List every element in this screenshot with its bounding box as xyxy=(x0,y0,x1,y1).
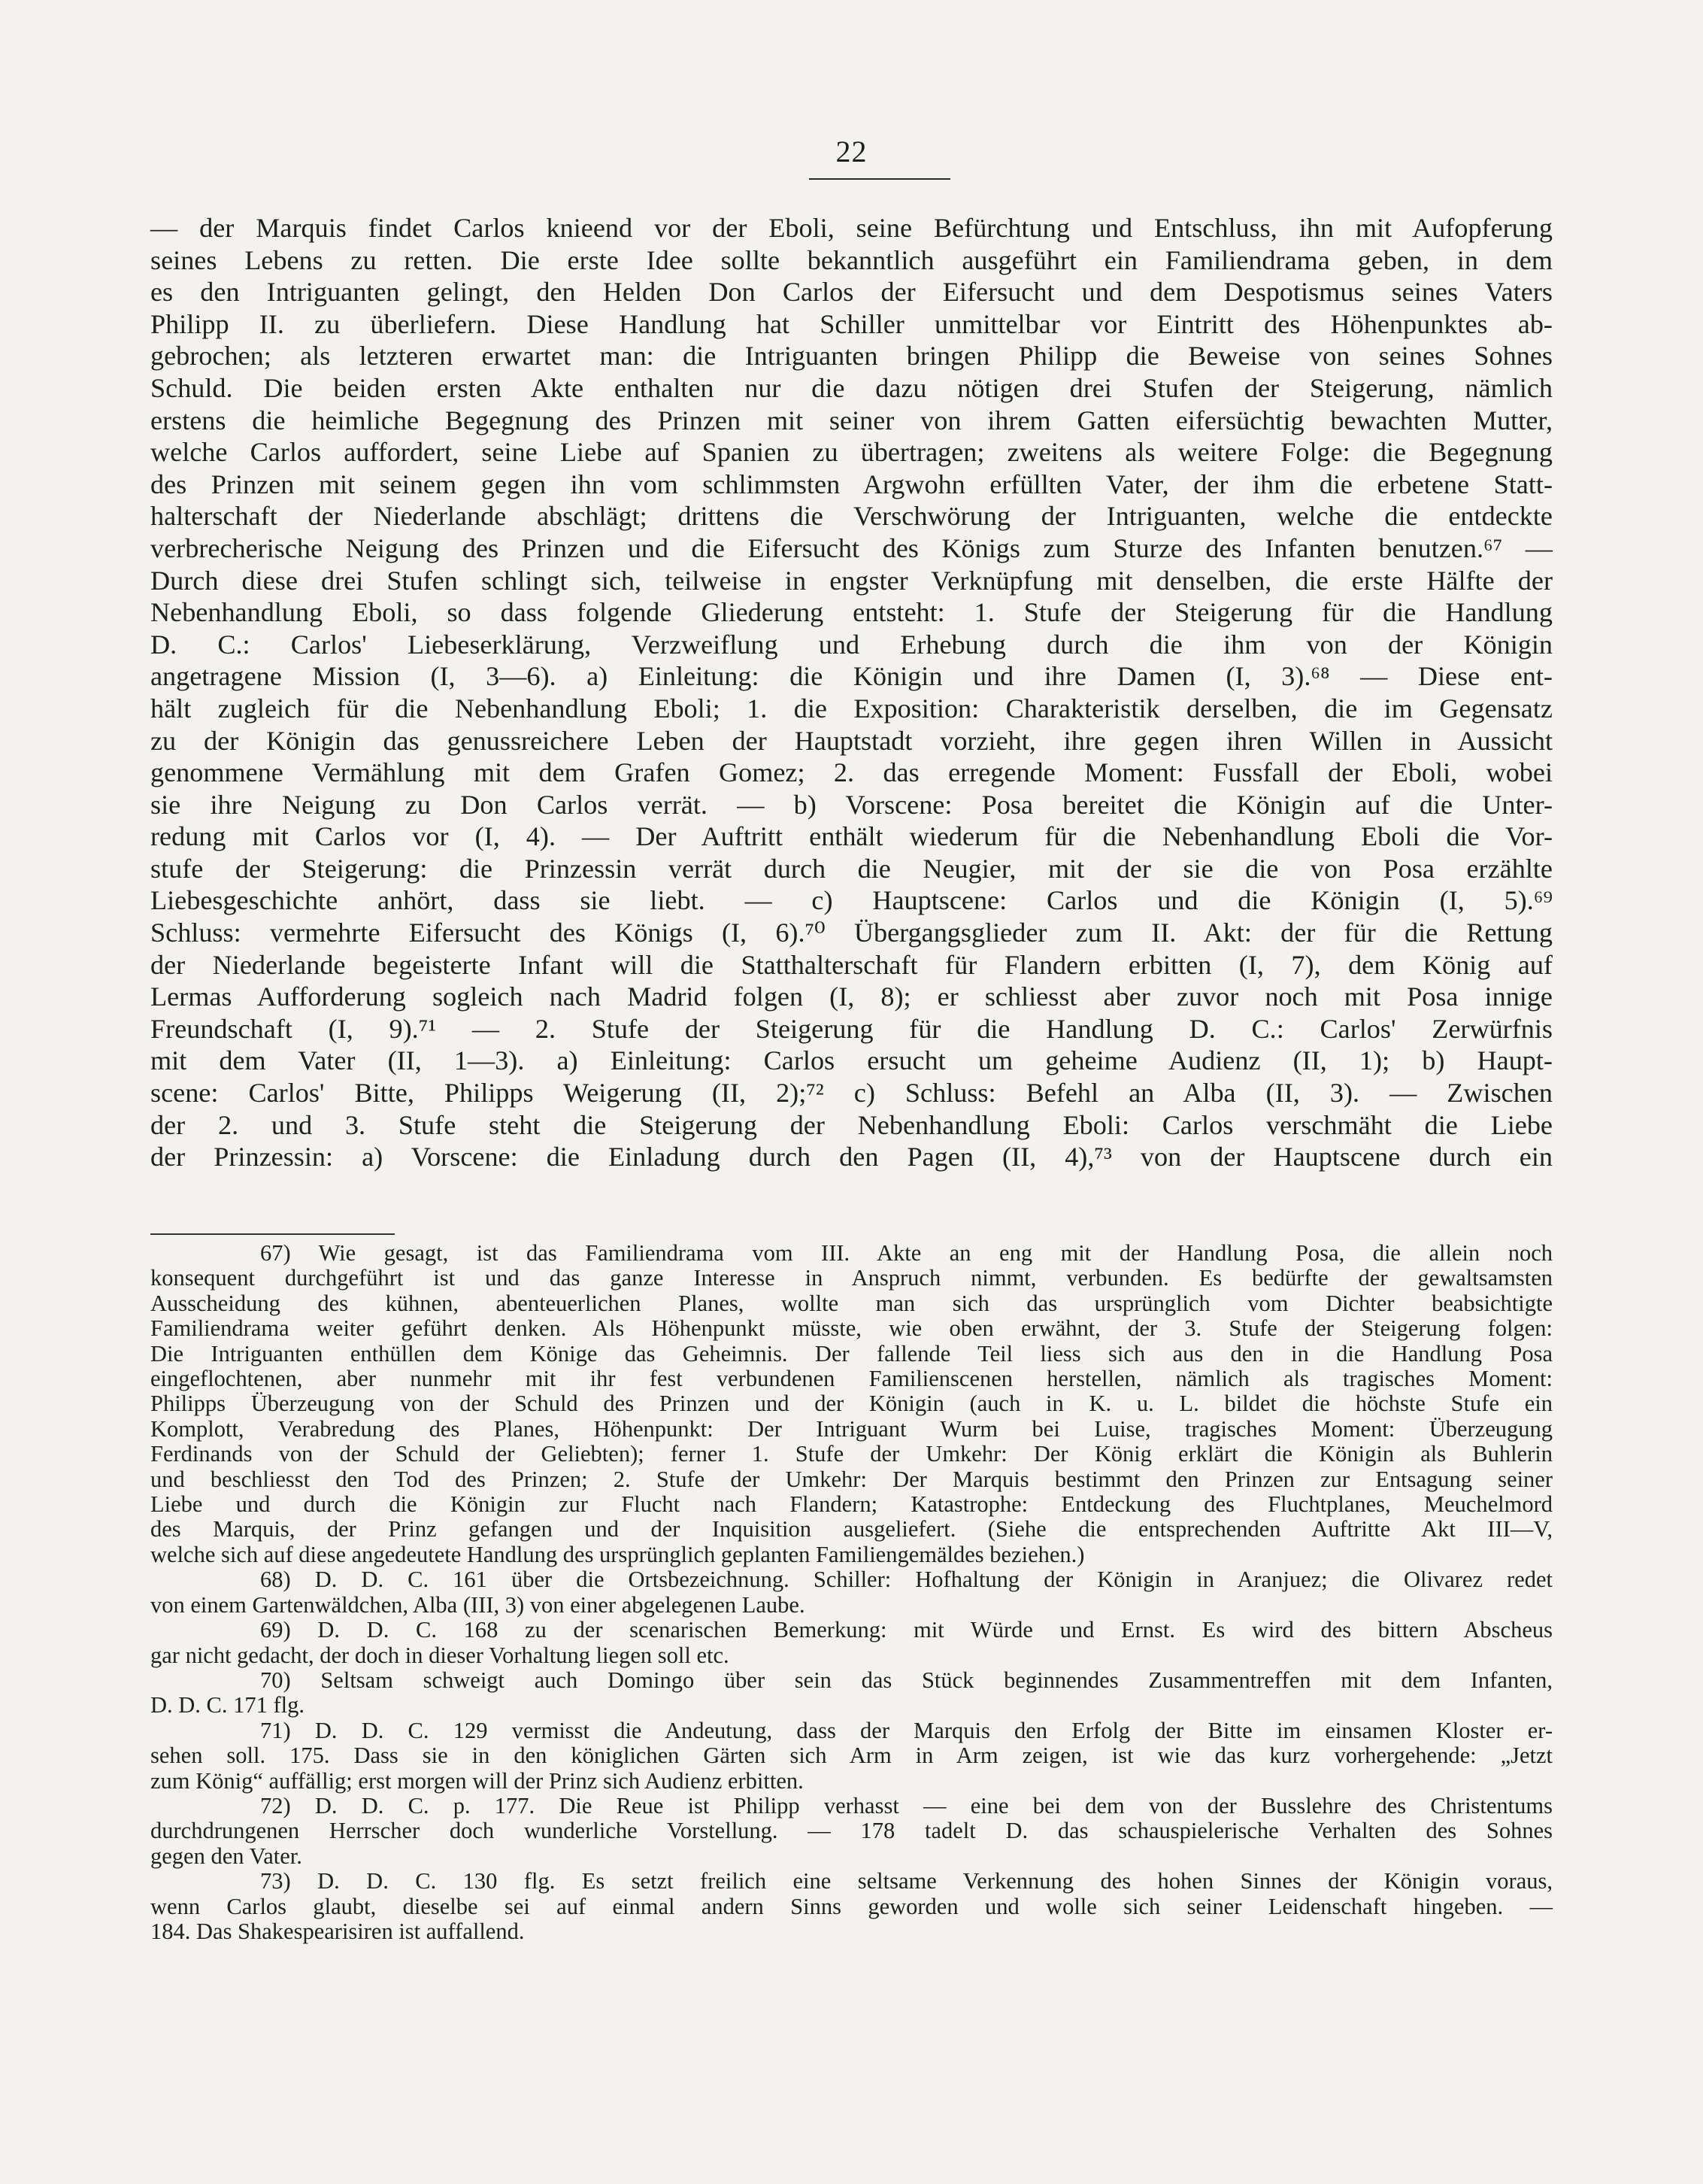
footnote-70: 70) Seltsam schweigt auch Domingo über sein das Stück beginnendes Zusammentreffen mit dem Infanten, xyxy=(260,1667,1553,1693)
text-line: mit dem Vater (II, 1—3). a) Einleitung: Carlos ersucht um geheime Audienz (II, 1); b) Haupt- xyxy=(150,1045,1553,1076)
main-text xyxy=(150,212,1553,1173)
footnote-line: 184. Das Shakespearisiren ist auffallend. xyxy=(150,1918,525,1944)
text-line: verbrecherische Neigung des Prinzen und die Eifersucht des Königs zum Sturze des Infanten benutzen.⁶⁷ — xyxy=(150,532,1553,563)
text-line: der 2. und 3. Stufe steht die Steigerung der Nebenhandlung Eboli: Carlos verschmäht die Liebe xyxy=(150,1109,1553,1140)
footnote-line: von einem Gartenwäldchen, Alba (III, 3) von einer abgelegenen Laube. xyxy=(150,1591,805,1618)
footnote-line: wenn Carlos glaubt, dieselbe sei auf einmal andern Sinns geworden und wolle sich seiner Leidenschaft hingeben. — xyxy=(150,1893,1553,1919)
footnote-line: Familiendrama weiter geführt denken. Als Höhenpunkt müsste, wie oben erwähnt, der 3. Stufe der Steigerung folgen: xyxy=(150,1315,1553,1342)
text-line: halterschaft der Niederlande abschlägt; drittens die Verschwörung der Intriguanten, welche die entdeckte xyxy=(150,501,1553,532)
text-line: Schluss: vermehrte Eifersucht des Königs (I, 6).⁷⁰ Übergangsglieder zum II. Akt: der für die Rettung xyxy=(150,918,1553,948)
text-line: gebrochen; als letzteren erwartet man: die Intriguanten bringen Philipp die Beweise von seines Sohnes xyxy=(150,341,1553,372)
footnote-line: Ausscheidung des kühnen, abenteuerlichen Planes, wollte man sich das ursprünglich vom Dichter beabsichtigte xyxy=(150,1290,1553,1316)
text-line: Nebenhandlung Eboli, so dass folgende Gliederung entsteht: 1. Stufe der Steigerung für die Handlung xyxy=(150,597,1553,628)
text-line: des Prinzen mit seinem gegen ihn vom schlimmsten Argwohn erfüllten Vater, der ihm die erbetene Statt- xyxy=(150,469,1553,499)
text-line: Lermas Aufforderung sogleich nach Madrid folgen (I, 8); er schliesst aber zuvor noch mit Posa innige xyxy=(150,981,1553,1012)
footnotes xyxy=(150,1241,1553,1944)
footnote-line: gegen den Vater. xyxy=(150,1843,302,1869)
footnote-line: D. D. C. 171 flg. xyxy=(150,1692,305,1718)
footnote-line: sehen soll. 175. Dass sie in den königlichen Gärten sich Arm in Arm zeigen, ist wie das kurz vorhergehende: „Jetzt xyxy=(150,1743,1553,1769)
text-line: der Prinzessin: a) Vorscene: die Einladung durch den Pagen (II, 4),⁷³ von der Hauptscene durch ein xyxy=(150,1142,1553,1172)
text-line: genommene Vermählung mit dem Grafen Gomez; 2. das erregende Moment: Fussfall der Eboli, wobei xyxy=(150,757,1553,788)
text-line: Durch diese drei Stufen schlingt sich, teilweise in engster Verknüpfung mit denselben, die erste Hälfte der xyxy=(150,565,1553,596)
text-line: Freundschaft (I, 9).⁷¹ — 2. Stufe der Steigerung für die Handlung D. C.: Carlos' Zerwürfnis xyxy=(150,1013,1553,1044)
footnote-73: 73) D. D. C. 130 flg. Es setzt freilich eine seltsame Verkennung des hohen Sinnes der Königin voraus, xyxy=(260,1868,1553,1894)
footnote-line: durchdrungenen Herrscher doch wunderliche Vorstellung. — 178 tadelt D. das schauspielerische Verhalten des Sohnes xyxy=(150,1818,1553,1844)
footnote-line: konsequent durchgeführt ist und das ganze Interesse in Anspruch nimmt, verbunden. Es bedürfte der gewaltsamsten xyxy=(150,1265,1553,1291)
text-line: Philipp II. zu überliefern. Diese Handlung hat Schiller unmittelbar vor Eintritt des Höhenpunktes ab- xyxy=(150,308,1553,339)
footnote-line: gar nicht gedacht, der doch in dieser Vorhaltung liegen soll etc. xyxy=(150,1642,729,1668)
footnote-68: 68) D. D. C. 161 über die Ortsbezeichnung. Schiller: Hofhaltung der Königin in Aranjuez; die Olivarez redet xyxy=(260,1567,1553,1593)
footnote-line: des Marquis, der Prinz gefangen und der Inquisition ausgeliefert. (Siehe die entsprechenden Auftritte Akt III—V, xyxy=(150,1516,1553,1542)
footnote-69: 69) D. D. C. 168 zu der scenarischen Bemerkung: mit Würde und Ernst. Es wird des bittern Abscheus xyxy=(260,1617,1553,1643)
footnote-72: 72) D. D. C. p. 177. Die Reue ist Philipp verhasst — eine bei dem von der Busslehre des Christentums xyxy=(260,1792,1553,1818)
footnote-line: Liebe und durch die Königin zur Flucht nach Flandern; Katastrophe: Entdeckung des Fluchtplanes, Meuchelmord xyxy=(150,1491,1553,1518)
text-line: hält zugleich für die Nebenhandlung Eboli; 1. die Exposition: Charakteristik derselben, die im Gegensatz xyxy=(150,693,1553,723)
text-line: Schuld. Die beiden ersten Akte enthalten nur die dazu nötigen drei Stufen der Steigerung, nämlich xyxy=(150,372,1553,403)
text-line: sie ihre Neigung zu Don Carlos verrät. — b) Vorscene: Posa bereitet die Königin auf die Unter- xyxy=(150,789,1553,820)
footnote-separator xyxy=(150,1233,395,1235)
page-number-rule xyxy=(809,178,950,180)
footnote-67: 67) Wie gesagt, ist das Familiendrama vom III. Akte an eng mit der Handlung Posa, die allein noch xyxy=(260,1240,1553,1266)
footnote-line: und beschliesst den Tod des Prinzen; 2. Stufe der Umkehr: Der Marquis bestimmt den Prinzen zur Entsagung seiner xyxy=(150,1466,1553,1492)
footnote-line: Komplott, Verabredung des Planes, Höhenpunkt: Der Intriguant Wurm bei Luise, tragisches Moment: Überzeugung xyxy=(150,1415,1553,1442)
text-line: D. C.: Carlos' Liebeserklärung, Verzweiflung und Erhebung durch die ihm von der Königin xyxy=(150,629,1553,660)
footnote-line: eingeflochtenen, aber nunmehr mit ihr fest verbundenen Familienscenen herstellen, nämlich als tragisches Moment: xyxy=(150,1366,1553,1392)
page-number: 22 xyxy=(835,135,868,168)
footnote-line: Philipps Überzeugung von der Schuld des Prinzen und der Königin (auch in K. u. L. bildet die höchste Stufe ein xyxy=(150,1391,1553,1417)
text-line: Liebesgeschichte anhört, dass sie liebt. — c) Hauptscene: Carlos und die Königin (I, 5).⁶⁹ xyxy=(150,885,1553,916)
text-line: redung mit Carlos vor (I, 4). — Der Auftritt enthält wiederum für die Nebenhandlung Eboli die Vor- xyxy=(150,821,1553,852)
text-line: es den Intriguanten gelingt, den Helden Don Carlos der Eifersucht und dem Despotismus seines Vaters xyxy=(150,277,1553,308)
text-line: angetragene Mission (I, 3—6). a) Einleitung: die Königin und ihre Damen (I, 3).⁶⁸ — Diese ent- xyxy=(150,661,1553,692)
footnote-line: Ferdinands von der Schuld der Geliebten); ferner 1. Stufe der Umkehr: Der König erklärt die Königin als Buhlerin xyxy=(150,1441,1553,1467)
text-line: zu der Königin das genussreichere Leben der Hauptstadt vorzieht, ihre gegen ihren Willen in Aussicht xyxy=(150,725,1553,756)
footnote-line: zum König“ auffällig; erst morgen will der Prinz sich Audienz erbitten. xyxy=(150,1767,804,1794)
text-line: erstens die heimliche Begegnung des Prinzen mit seiner von ihrem Gatten eifersüchtig bewachten Mutter, xyxy=(150,405,1553,435)
footnote-71: 71) D. D. C. 129 vermisst die Andeutung, dass der Marquis den Erfolg der Bitte im einsamen Kloster er- xyxy=(260,1717,1553,1743)
text-line: — der Marquis findet Carlos knieend vor der Eboli, seine Befürchtung und Entschluss, ihn mit Aufopferung xyxy=(150,213,1553,243)
text-line: scene: Carlos' Bitte, Philipps Weigerung (II, 2);⁷² c) Schluss: Befehl an Alba (II, 3). — Zwischen xyxy=(150,1078,1553,1109)
text-line: seines Lebens zu retten. Die erste Idee sollte bekanntlich ausgeführt ein Familiendrama geben, in dem xyxy=(150,244,1553,275)
footnote-line: Die Intriguanten enthüllen dem Könige das Geheimnis. Der fallende Teil liess sich aus den in die Handlung Posa xyxy=(150,1340,1553,1367)
footnote-line: welche sich auf diese angedeutete Handlung des ursprünglich geplanten Familiengemäldes beziehen.) xyxy=(150,1541,1085,1567)
text-line: welche Carlos auffordert, seine Liebe auf Spanien zu übertragen; zweitens als weitere Folge: die Begegnung xyxy=(150,437,1553,468)
text-line: der Niederlande begeisterte Infant will die Statthalterschaft für Flandern erbitten (I, 7), dem König auf xyxy=(150,949,1553,980)
text-line: stufe der Steigerung: die Prinzessin verrät durch die Neugier, mit der sie die von Posa erzählte xyxy=(150,853,1553,884)
